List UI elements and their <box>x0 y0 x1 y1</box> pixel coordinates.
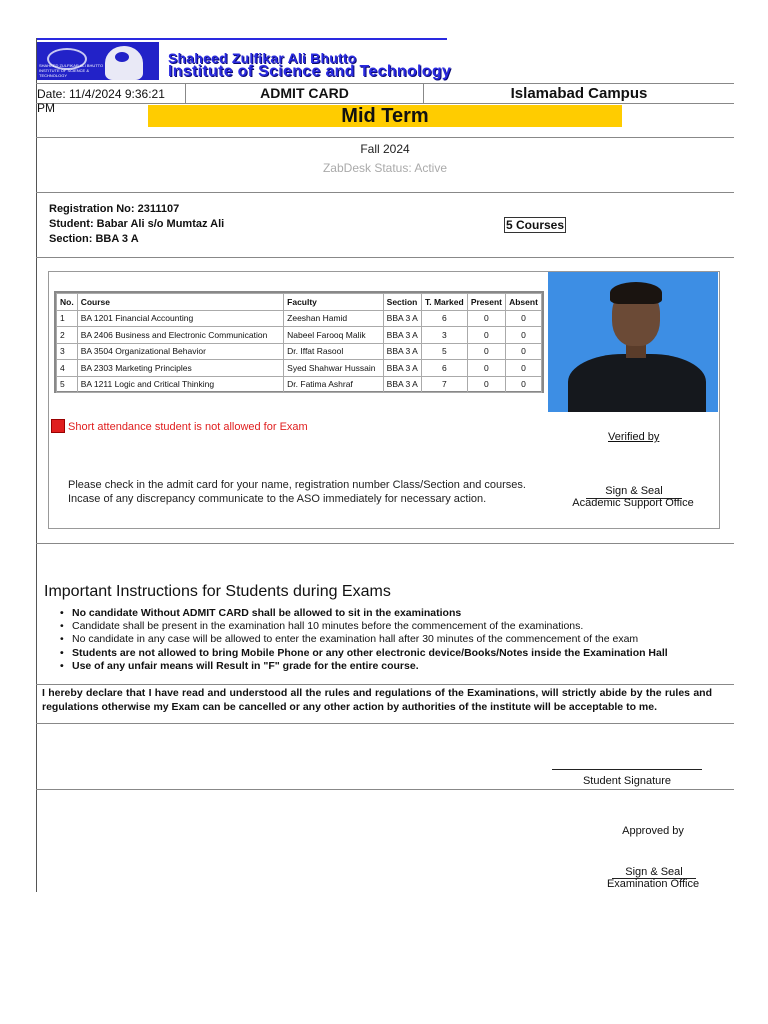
faculty-name: Nabeel Farooq Malik <box>284 327 384 344</box>
course-name: BA 2303 Marketing Principles <box>77 360 283 377</box>
student-section: Section: BBA 3 A <box>49 233 139 245</box>
col-header: Faculty <box>284 294 384 311</box>
table-header-row <box>57 294 542 311</box>
aso-sign-seal: Sign & Seal <box>586 484 682 499</box>
student-signature-line <box>552 769 702 770</box>
instructions-list <box>58 607 668 673</box>
faculty-name: Dr. Fatima Ashraf <box>284 376 384 393</box>
col-header: No. <box>57 294 78 311</box>
institute-name-line2: Institute of Science and Technology <box>168 63 452 80</box>
info-row <box>36 83 734 115</box>
t-marked-cell: 6 <box>421 310 467 327</box>
photo-hair <box>610 282 662 304</box>
t-marked-cell: 3 <box>421 327 467 344</box>
absent-cell: 0 <box>506 343 542 360</box>
section-cell: BBA 3 A <box>383 310 421 327</box>
instructions-title: Important Instructions for Students during Exams <box>44 583 391 600</box>
logo-portrait <box>105 46 143 80</box>
banner-top-rule <box>37 38 447 40</box>
course-name: BA 1201 Financial Accounting <box>77 310 283 327</box>
institute-name-line1: Shaheed Zulfikar Ali Bhutto <box>168 50 357 66</box>
t-marked-cell: 6 <box>421 360 467 377</box>
table-row <box>57 310 542 327</box>
absent-cell: 0 <box>506 376 542 393</box>
term-label: Fall 2024 <box>360 142 410 156</box>
t-marked-cell: 5 <box>421 343 467 360</box>
faculty-name: Dr. Iffat Rasool <box>284 343 384 360</box>
divider <box>36 543 734 544</box>
verified-by-label: Verified by <box>608 431 660 443</box>
col-header: Present <box>467 294 505 311</box>
table-row <box>57 360 542 377</box>
row-number: 1 <box>57 310 78 327</box>
section-cell: BBA 3 A <box>383 360 421 377</box>
student-photo <box>548 272 718 412</box>
list-item: • No candidate in any case will be allowed to enter the examination hall after 30 minutes of the commencement of the exam <box>58 633 668 646</box>
print-date: Date: 11/4/2024 9:36:21 PM <box>36 84 186 103</box>
section-cell: BBA 3 A <box>383 343 421 360</box>
warning-square-icon <box>51 419 65 433</box>
absent-cell: 0 <box>506 327 542 344</box>
document-title: ADMIT CARD <box>186 84 424 103</box>
col-header: Section <box>383 294 421 311</box>
list-item: • Students are not allowed to bring Mobile Phone or any other electronic device/Books/Notes inside the Examination Hall <box>58 647 668 660</box>
logo-portrait-hair <box>115 52 129 62</box>
course-name: BA 1211 Logic and Critical Thinking <box>77 376 283 393</box>
zabdesk-status: ZabDesk Status: Active <box>322 161 448 175</box>
declaration-text: I hereby declare that I have read and understood all the rules and regulations of the Examinations, will strictly abide by the rules and regulations otherwise my Exam can be cancelled or any other action by authorities of the institute will be acceptable to me. <box>42 687 712 713</box>
table-row <box>57 376 542 393</box>
divider <box>36 137 734 138</box>
course-table <box>56 293 542 393</box>
t-marked-cell: 7 <box>421 376 467 393</box>
course-table-wrapper <box>54 291 544 393</box>
divider <box>36 723 734 724</box>
table-row <box>57 343 542 360</box>
course-name: BA 3504 Organizational Behavior <box>77 343 283 360</box>
exam-type-banner: Mid Term <box>148 105 622 127</box>
course-name: BA 2406 Business and Electronic Communication <box>77 327 283 344</box>
row-number: 4 <box>57 360 78 377</box>
present-cell: 0 <box>467 376 505 393</box>
student-name: Student: Babar Ali s/o Mumtaz Ali <box>49 218 225 230</box>
present-cell: 0 <box>467 327 505 344</box>
list-item: • Use of any unfair means will Result in "F" grade for the entire course. <box>58 660 668 673</box>
logo-small-text: SHAHEED ZULFIKAR ALI BHUTTO INSTITUTE OF SCIENCE & TECHNOLOGY <box>39 63 104 78</box>
present-cell: 0 <box>467 310 505 327</box>
row-number: 3 <box>57 343 78 360</box>
divider <box>36 789 734 790</box>
absent-cell: 0 <box>506 310 542 327</box>
row-number: 2 <box>57 327 78 344</box>
check-line-2: Incase of any discrepancy communicate to the ASO immediately for necessary action. <box>68 493 487 505</box>
examination-office-label: Examination Office <box>606 878 700 890</box>
col-header: Absent <box>506 294 542 311</box>
photo-shirt <box>568 354 706 412</box>
table-row <box>57 327 542 344</box>
present-cell: 0 <box>467 360 505 377</box>
present-cell: 0 <box>467 343 505 360</box>
check-line-1: Please check in the admit card for your name, registration number Class/Section and courses. <box>68 479 526 491</box>
faculty-name: Zeeshan Hamid <box>284 310 384 327</box>
divider <box>36 192 734 193</box>
section-cell: BBA 3 A <box>383 327 421 344</box>
list-item: • Candidate shall be present in the examination hall 10 minutes before the commencement of the examinations. <box>58 620 668 633</box>
col-header: Course <box>77 294 283 311</box>
registration-number: Registration No: 2311107 <box>49 203 180 215</box>
col-header: T. Marked <box>421 294 467 311</box>
faculty-name: Syed Shahwar Hussain <box>284 360 384 377</box>
courses-count: 5 Courses <box>506 218 565 232</box>
check-instructions <box>68 478 526 506</box>
aso-label: Academic Support Office <box>572 497 694 509</box>
absent-cell: 0 <box>506 360 542 377</box>
section-cell: BBA 3 A <box>383 376 421 393</box>
approved-by-label: Approved by <box>622 825 684 837</box>
row-number: 5 <box>57 376 78 393</box>
divider <box>36 684 734 685</box>
exam-sign-seal: Sign & Seal <box>612 866 696 879</box>
list-item: • No candidate Without ADMIT CARD shall be allowed to sit in the examinations <box>58 607 668 620</box>
student-signature-label: Student Signature <box>582 775 672 787</box>
short-attendance-warning: Short attendance student is not allowed for Exam <box>68 421 308 433</box>
campus-name: Islamabad Campus <box>510 85 648 102</box>
institute-logo <box>37 42 159 80</box>
divider <box>36 257 734 258</box>
